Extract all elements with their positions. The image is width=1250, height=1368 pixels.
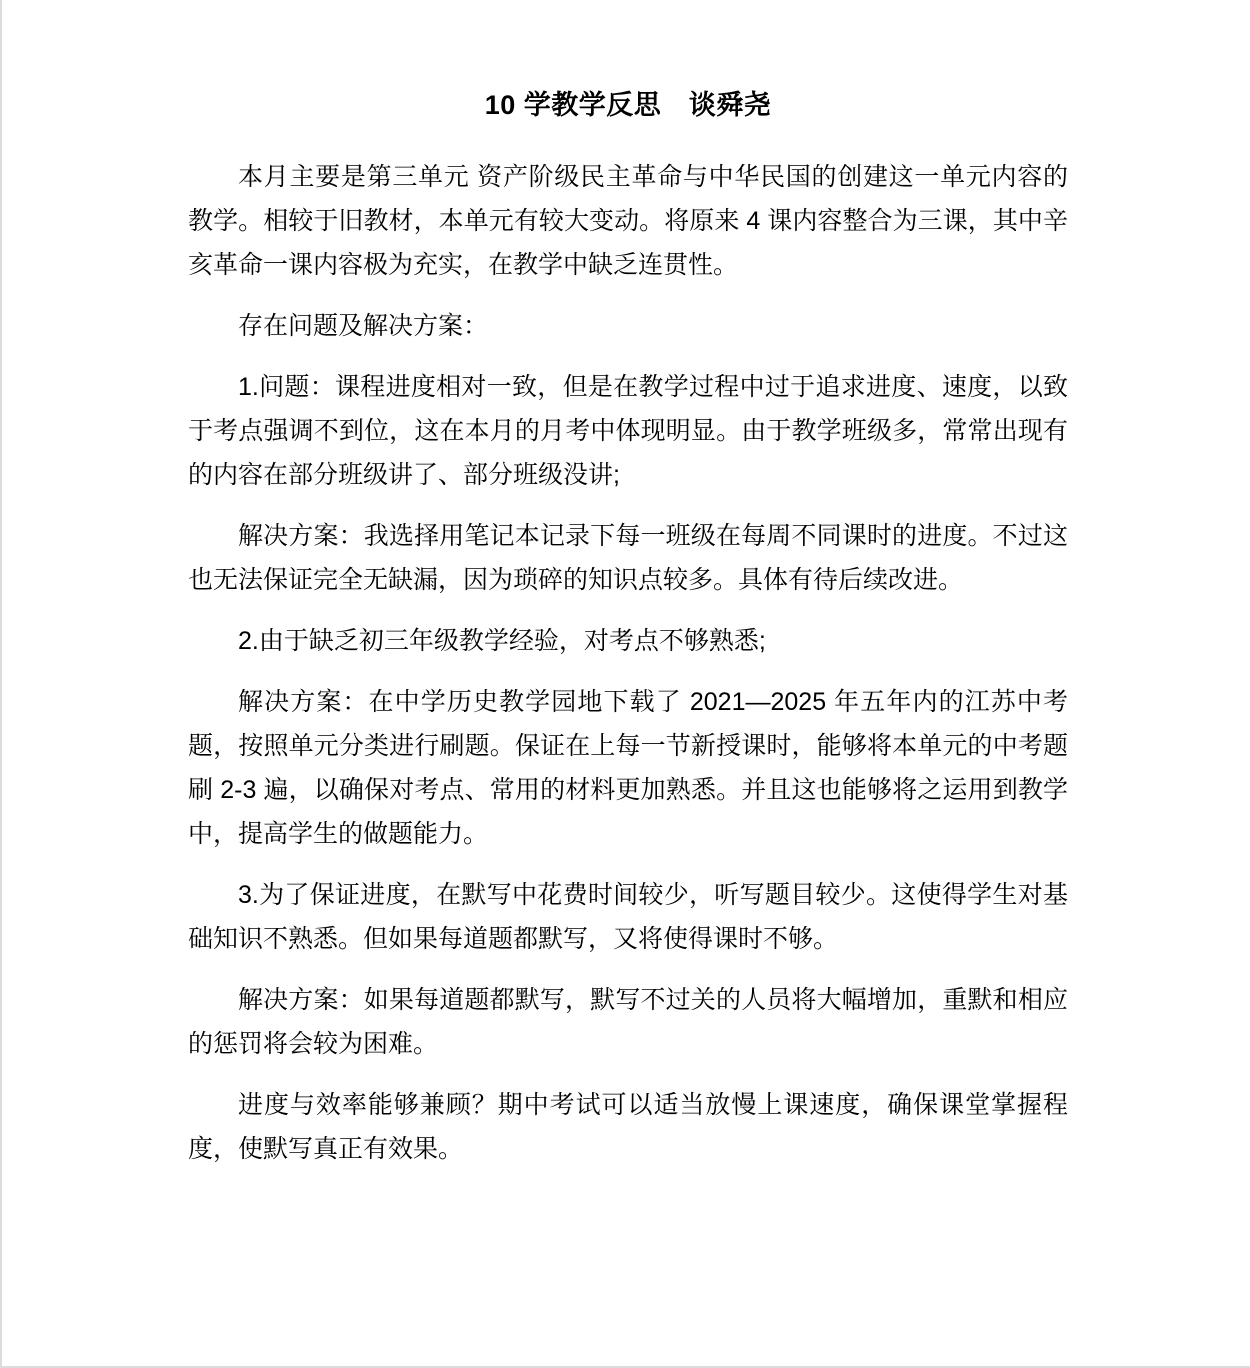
paragraph-solution-1: 解决方案：我选择用笔记本记录下每一班级在每周不同课时的进度。不过这也无法保证完全无缺漏，因为琐碎的知识点较多。具体有待后续改进。	[188, 522, 1068, 594]
page-title: 10 学教学反思 谈舜尧	[484, 90, 772, 120]
document-body	[188, 119, 1068, 1171]
paragraph-conclusion: 进度与效率能够兼顾？期中考试可以适当放慢上课速度，确保课堂掌握程度，使默写真正有效果。	[188, 1091, 1068, 1163]
paragraph-section-heading: 存在问题及解决方案：	[238, 312, 489, 340]
paragraph-problem-3: 3.为了保证进度，在默写中花费时间较少，听写题目较少。这使得学生对基础知识不熟悉。但如果每道题都默写，又将使得课时不够。	[188, 881, 1068, 953]
paragraph-problem-1: 1.问题：课程进度相对一致，但是在教学过程中过于追求进度、速度，以致于考点强调不到位，这在本月的月考中体现明显。由于教学班级多，常常出现有的内容在部分班级讲了、部分班级没讲;	[188, 373, 1068, 489]
page-content-area	[188, 0, 1068, 1171]
paragraph-intro: 本月主要是第三单元 资产阶级民主革命与中华民国的创建这一单元内容的教学。相较于旧教材，本单元有较大变动。将原来 4 课内容整合为三课，其中辛亥革命一课内容极为充实，在教学中缺乏连贯性。	[188, 163, 1068, 279]
paragraph-solution-3: 解决方案：如果每道题都默写，默写不过关的人员将大幅增加，重默和相应的惩罚将会较为困难。	[188, 986, 1068, 1058]
paragraph-solution-2: 解决方案：在中学历史教学园地下载了 2021—2025 年五年内的江苏中考题，按照单元分类进行刷题。保证在上每一节新授课时，能够将本单元的中考题刷 2-3 遍，以确保对考点、常用的材料更加熟悉。并且这也能够将之运用到教学中，提高学生的做题能力。	[188, 688, 1068, 848]
paragraph-problem-2: 2.由于缺乏初三年级教学经验，对考点不够熟悉;	[238, 627, 766, 655]
